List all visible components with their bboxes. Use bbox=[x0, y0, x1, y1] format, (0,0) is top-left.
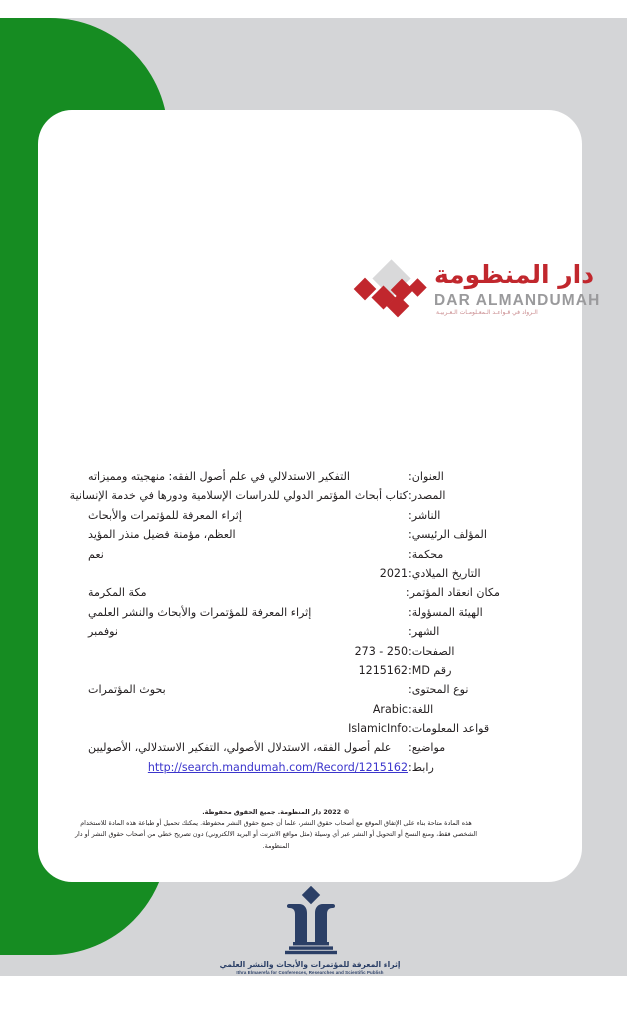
metadata-value: بحوث المؤتمرات bbox=[88, 683, 166, 697]
metadata-label: قواعد المعلومات: bbox=[408, 722, 490, 736]
copyright-notice bbox=[52, 807, 500, 852]
diamond-pattern-icon bbox=[356, 264, 430, 314]
brand-english-name: DAR ALMANDUMAH bbox=[434, 292, 601, 309]
publisher-name-arabic: إثراء المعرفة للمؤتمرات والأبحاث والنشر العلمي bbox=[219, 960, 401, 969]
metadata-value: 1215162 bbox=[358, 663, 408, 677]
metadata-row bbox=[80, 470, 500, 489]
metadata-row bbox=[80, 741, 500, 760]
metadata-row bbox=[80, 586, 500, 605]
metadata-row bbox=[80, 509, 500, 528]
metadata-label: مكان انعقاد المؤتمر: bbox=[405, 586, 500, 600]
metadata-value: علم أصول الفقه، الاستدلال الأصولي، التفكير الاستدلالي، الأصوليين bbox=[88, 741, 392, 755]
copyright-line-1: © 2022 دار المنظومة. جميع الحقوق محفوظة. bbox=[202, 808, 350, 816]
metadata-row bbox=[80, 683, 500, 702]
record-metadata-table bbox=[69, 470, 500, 780]
metadata-value: العظم، مؤمنة فضيل منذر المؤيد bbox=[88, 528, 236, 542]
metadata-label: العنوان: bbox=[408, 470, 444, 483]
metadata-value: نوفمبر bbox=[88, 625, 119, 639]
metadata-row bbox=[80, 664, 500, 683]
metadata-label: المصدر: bbox=[408, 489, 446, 503]
metadata-label: محكمة: bbox=[408, 547, 444, 561]
metadata-row-link bbox=[80, 761, 500, 780]
metadata-value: 273 - 250 bbox=[354, 644, 408, 658]
publisher-name-english: Ithra Elmaerefa for Conferences, Researches and Scientific Publish bbox=[236, 970, 384, 975]
metadata-label: اللغة: bbox=[408, 702, 434, 716]
brand-arabic-name: دار المنظومة bbox=[434, 260, 595, 289]
metadata-label: رقم MD: bbox=[408, 663, 452, 677]
dar-almandumah-logo bbox=[356, 260, 601, 322]
metadata-row bbox=[80, 722, 500, 741]
metadata-label: الناشر: bbox=[408, 508, 441, 522]
record-url-link[interactable]: http://search.mandumah.com/Record/1215162 bbox=[147, 760, 408, 774]
metadata-value: التفكير الاستدلالي في علم أصول الفقه: منهجيته ومميزاته bbox=[88, 470, 350, 483]
diamond-red-4-icon bbox=[408, 278, 426, 296]
copyright-line-3: الشخصي فقط، ومنع النسخ أو التحويل أو النشر عبر أي وسيلة (مثل مواقع الانترنت أو البريد الالكتروني) دون تصريح خطي من أصحاب حقوق النشر أو دار bbox=[74, 830, 478, 839]
metadata-label: مواضيع: bbox=[408, 741, 446, 755]
metadata-label: نوع المحتوى: bbox=[408, 683, 469, 697]
metadata-value: مكة المكرمة bbox=[88, 586, 147, 600]
metadata-value: إثراء المعرفة للمؤتمرات والأبحاث والنشر العلمي bbox=[88, 605, 312, 619]
metadata-value: نعم bbox=[88, 547, 104, 561]
metadata-row bbox=[80, 703, 500, 722]
copyright-line-2: هذه المادة متاحة بناء على الإتفاق الموقع مع أصحاب حقوق النشر، علما أن جميع حقوق النشر محفوظة. يمكنك تحميل أو طباعة هذه المادة للاستخدام bbox=[80, 819, 472, 828]
copyright-line-4: المنظومة. bbox=[262, 841, 290, 850]
metadata-value: كتاب أبحاث المؤتمر الدولي للدراسات الإسلامية ودورها في خدمة الإنسانية bbox=[69, 489, 408, 503]
publisher-logo bbox=[38, 886, 582, 986]
metadata-label-link: رابط: bbox=[408, 760, 434, 774]
metadata-row bbox=[80, 645, 500, 664]
metadata-row bbox=[80, 625, 500, 644]
metadata-label: المؤلف الرئيسي: bbox=[408, 528, 487, 542]
metadata-label: التاريخ الميلادي: bbox=[408, 566, 481, 580]
metadata-value: 2021 bbox=[379, 566, 408, 580]
metadata-value: IslamicInfo bbox=[348, 722, 408, 736]
metadata-value: إثراء المعرفة للمؤتمرات والأبحاث bbox=[88, 508, 242, 522]
metadata-row bbox=[69, 489, 500, 508]
brand-tagline: الـرواد في قـواعـد الـمعـلومـات الـعـربيـة bbox=[436, 309, 538, 316]
metadata-value-link bbox=[80, 761, 408, 774]
metadata-value: Arabic bbox=[372, 702, 408, 716]
record-card bbox=[38, 110, 601, 975]
publisher-mark-icon bbox=[271, 886, 349, 956]
metadata-label: الهيئة المسؤولة: bbox=[408, 605, 483, 619]
metadata-row bbox=[80, 548, 500, 567]
metadata-label: الشهر: bbox=[408, 625, 440, 639]
metadata-row bbox=[80, 606, 500, 625]
metadata-row bbox=[80, 528, 500, 547]
metadata-label: الصفحات: bbox=[408, 644, 455, 658]
metadata-row bbox=[80, 567, 500, 586]
